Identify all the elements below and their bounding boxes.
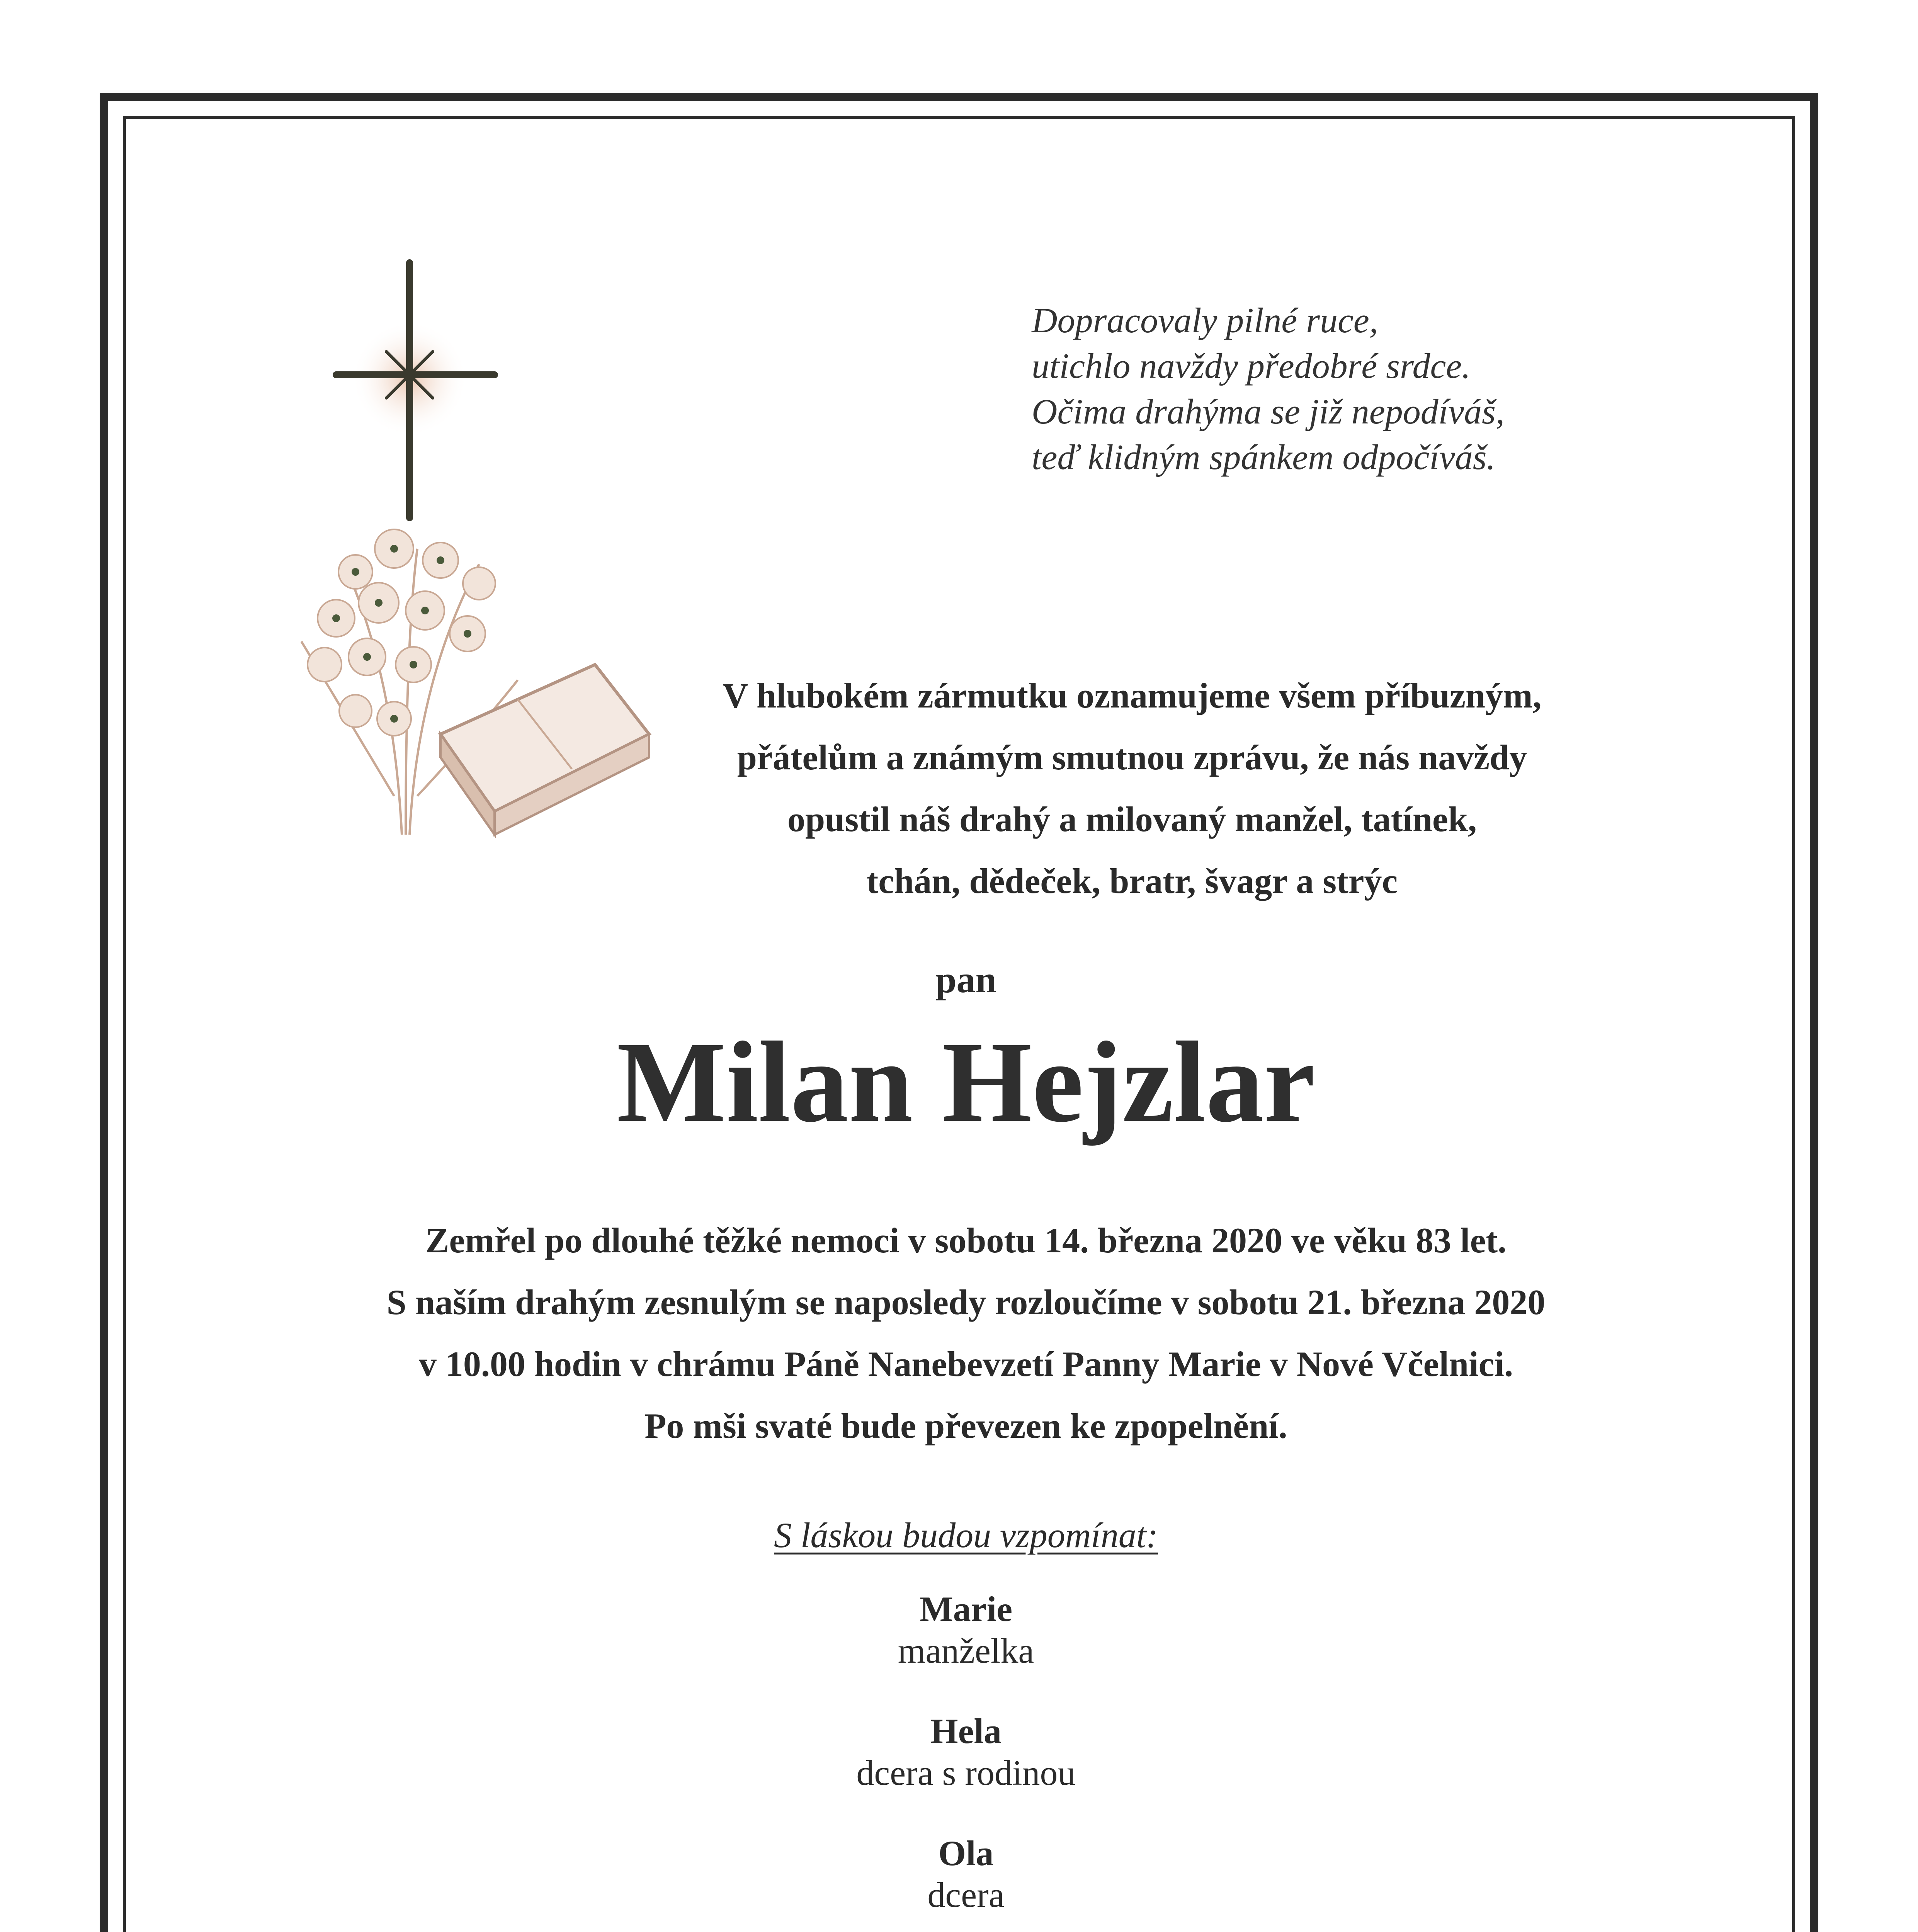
- mourner-name: Hela: [930, 1711, 1002, 1751]
- announcement-line: tchán, dědeček, bratr, švagr a strýc: [866, 861, 1398, 901]
- mourner-item: [580, 1588, 1352, 1672]
- cross-flowers-illustration: [278, 255, 657, 893]
- deceased-name: Milan Hejzlar: [617, 1018, 1315, 1146]
- mourners-heading: S láskou budou vzpomínat:: [774, 1515, 1158, 1555]
- announcement-line: V hlubokém zármutku oznamujeme všem příbuzným,: [723, 676, 1542, 715]
- mourner-item: [580, 1832, 1352, 1916]
- mourner-name: Marie: [919, 1589, 1013, 1629]
- mourner-relation: dcera s rodinou: [856, 1753, 1076, 1793]
- poem-line: Očima drahýma se již nepodíváš,: [1032, 392, 1505, 431]
- poem-line: utichlo navždy předobré srdce.: [1032, 346, 1471, 386]
- funeral-details: [193, 1209, 1739, 1457]
- book-icon: [440, 665, 649, 835]
- mourner-relation: manželka: [898, 1631, 1034, 1670]
- details-line: S naším drahým zesnulým se naposledy rozloučíme v sobotu 21. března 2020: [386, 1282, 1546, 1322]
- mourner-item: [580, 1710, 1352, 1794]
- poem-line: teď klidným spánkem odpočíváš.: [1032, 437, 1496, 477]
- details-line: Po mši svaté bude převezen ke zpopelnění.: [644, 1406, 1287, 1446]
- details-line: Zemřel po dlouhé těžké nemoci v sobotu 14. března 2020 ve věku 83 let.: [425, 1221, 1507, 1260]
- salutation: pan: [935, 959, 996, 1001]
- details-line: v 10.00 hodin v chrámu Páně Nanebevzetí Panny Marie v Nové Včelnici.: [418, 1344, 1513, 1384]
- mourner-relation: dcera: [927, 1875, 1005, 1915]
- announcement-line: opustil náš drahý a milovaný manžel, tatínek,: [787, 799, 1477, 839]
- announcement-line: přátelům a známým smutnou zprávu, že nás navždy: [737, 738, 1527, 777]
- announcement: [626, 665, 1638, 912]
- poem-line: Dopracovaly pilné ruce,: [1032, 301, 1378, 340]
- mourners-list: [580, 1588, 1352, 1932]
- mourner-name: Ola: [938, 1833, 994, 1873]
- memorial-poem: [1032, 298, 1688, 480]
